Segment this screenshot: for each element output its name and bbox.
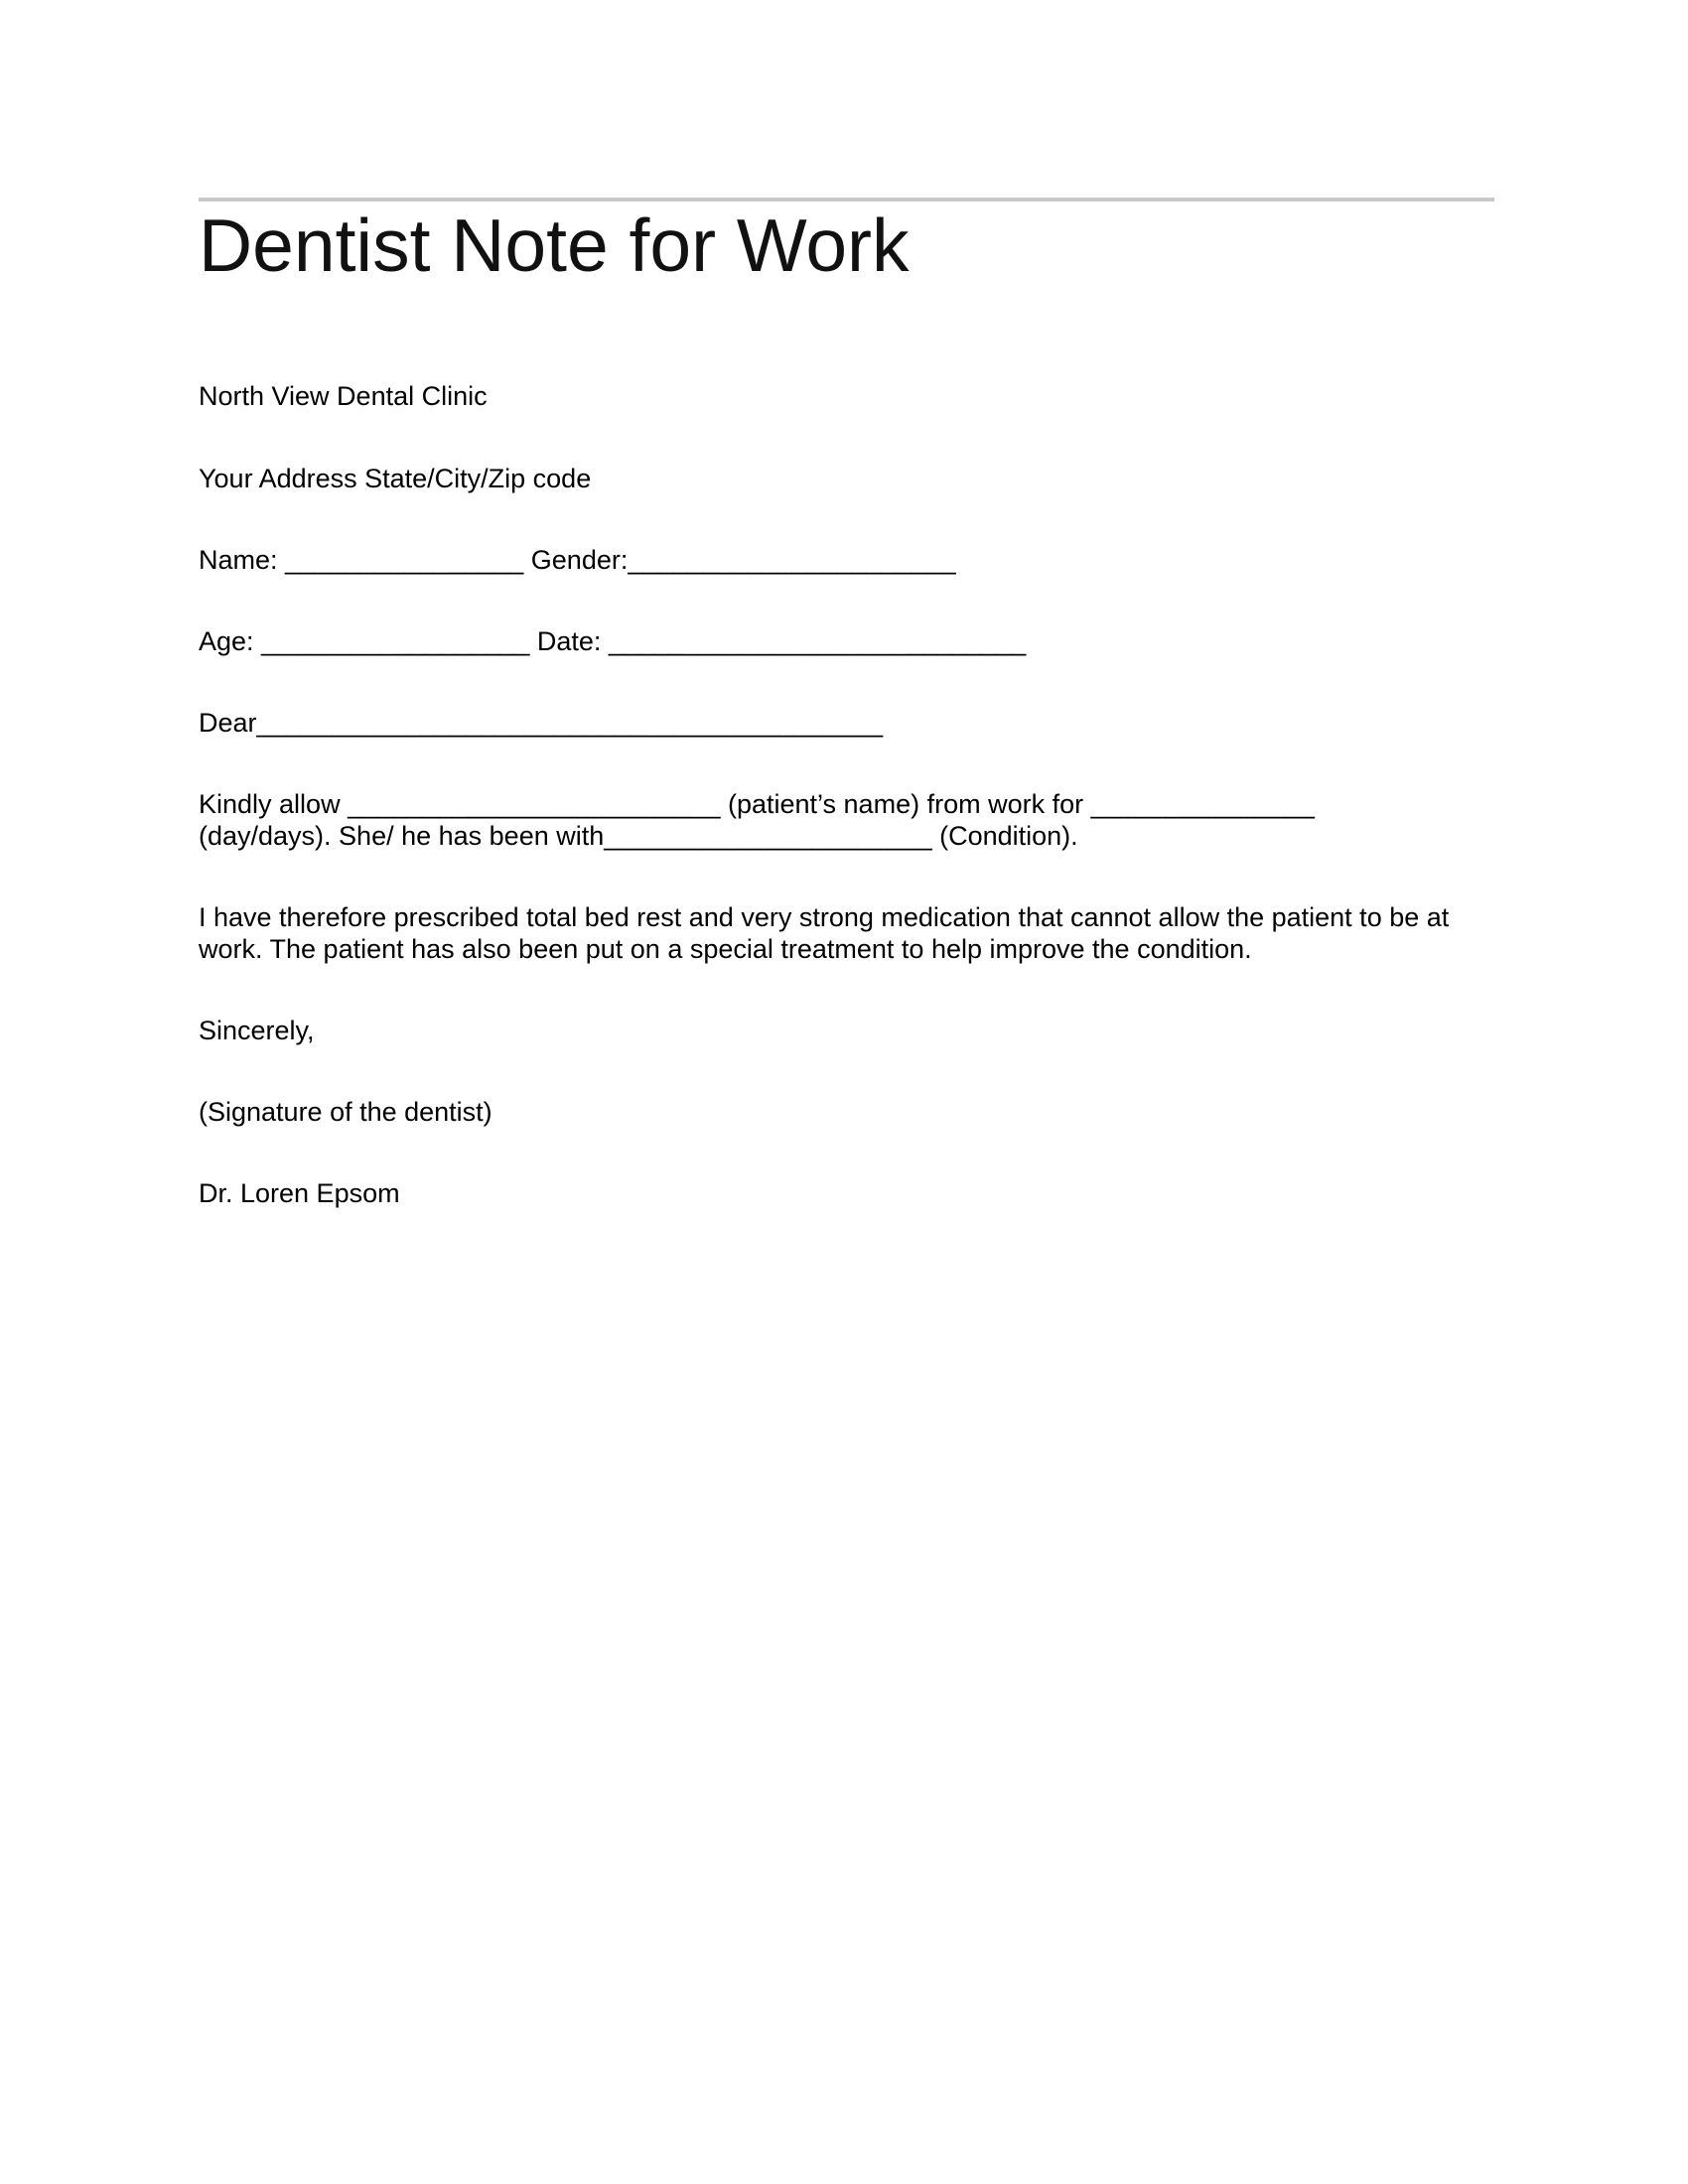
salutation-line: Dear__________________________________________ <box>199 708 884 738</box>
clinic-address: Your Address State/City/Zip code <box>199 464 592 493</box>
prescription-line-1: I have therefore prescribed total bed rest and very strong medication that cannot allow the patient to be at <box>199 902 1450 932</box>
excuse-line-2: (day/days). She/ he has been with______________________ (Condition). <box>199 821 1078 851</box>
prescription-line-2: work. The patient has also been put on a special treatment to help improve the condition. <box>199 934 1252 964</box>
header-rule <box>199 198 1494 202</box>
excuse-line-1: Kindly allow _________________________ (patient’s name) from work for _______________ <box>199 789 1315 819</box>
clinic-name: North View Dental Clinic <box>199 381 488 411</box>
signature-placeholder: (Signature of the dentist) <box>199 1097 492 1127</box>
doctor-name: Dr. Loren Epsom <box>199 1178 400 1208</box>
letter-page <box>199 0 1494 2184</box>
closing: Sincerely, <box>199 1016 315 1045</box>
name-gender-line: Name: ________________ Gender:______________________ <box>199 545 956 575</box>
document-title: Dentist Note for Work <box>199 204 910 287</box>
age-date-line: Age: __________________ Date: ____________________________ <box>199 626 1027 656</box>
